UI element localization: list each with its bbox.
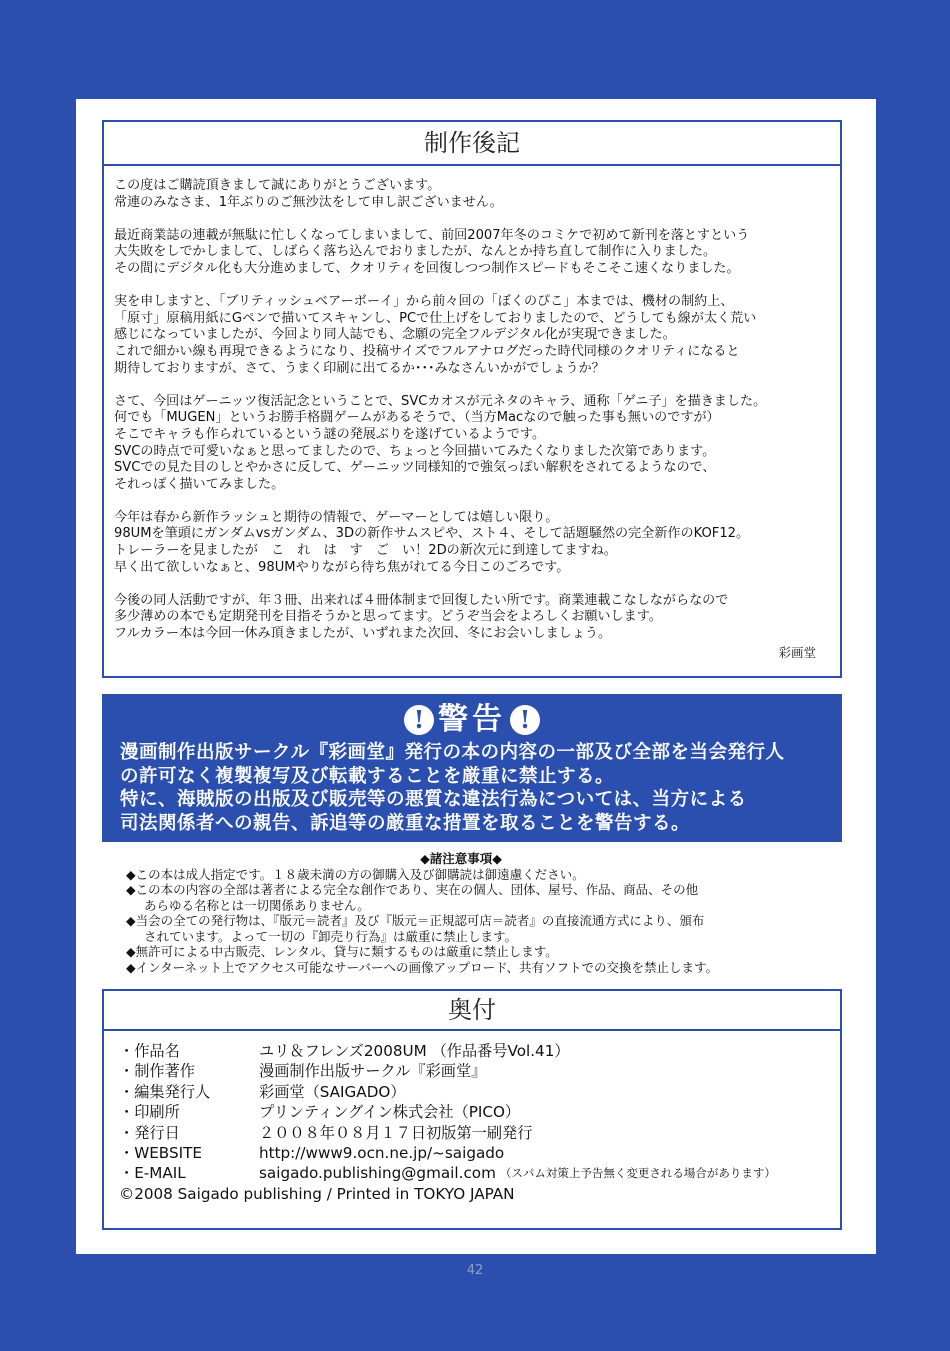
exclamation-icon: !: [404, 705, 434, 735]
afterword-line: SVCの時点で可愛いなぁと思ってましたので、ちょっと今回描いてみたくなりました次第であります。: [114, 443, 716, 459]
colophon-value: プリンティングイン株式会社（PICO）: [259, 1103, 521, 1122]
colophon-value: 漫画制作出版サークル『彩画堂』: [259, 1062, 487, 1081]
afterword-line: 「原寸」原稿用紙にGペンで描いてスキャンし、PCで仕上げをしておりましたので、どうしても線が太く荒い: [114, 310, 757, 326]
afterword-line: 期待しておりますが、さて、うまく印刷に出てるか･･･みなさんいかがでしょうか？: [114, 360, 605, 376]
colophon-key: ・発行日: [119, 1123, 180, 1142]
afterword-line: それっぽく描いてみました。: [114, 476, 285, 492]
notes-title: ◆諸注意事項◆: [420, 851, 502, 866]
copyright-line: ©2008 Saigado publishing / Printed in TOKYO JAPAN: [119, 1184, 515, 1203]
colophon-key: ・WEBSITE: [119, 1144, 202, 1163]
colophon-value: 彩画堂（SAIGADO）: [259, 1082, 406, 1101]
warning-title: 警告: [438, 702, 506, 737]
warning-line: の許可なく複製複写及び転載することを厳重に禁止する。: [120, 765, 615, 787]
colophon-row: [119, 1163, 840, 1183]
afterword-line: 多少薄めの本でも定期発刊を目指そうかと思ってます。どうぞ当会をよろしくお願いします。: [114, 609, 662, 625]
note-line: ◆この本の内容の全部は著者による完全な創作であり、実在の個人、団体、屋号、作品、商品、その他: [126, 882, 699, 897]
warning-line: 漫画制作出版サークル『彩画堂』発行の本の内容の一部及び全部を当会発行人: [120, 742, 785, 763]
afterword-paragraph: [114, 228, 832, 278]
colophon-row: [119, 1041, 840, 1061]
page: [76, 99, 876, 1254]
note-line: ◆インターネット上でアクセス可能なサーバーへの画像アップロード、共有ソフトでの交換を禁止します。: [126, 959, 718, 975]
afterword-line: 最近商業誌の連載が無駄に忙しくなってしまいまして、前回2007年冬のコミケで初めて新刊を落とすという: [114, 227, 750, 243]
colophon-row: [119, 1082, 840, 1102]
notes-section: [126, 851, 846, 975]
colophon-key: ・印刷所: [119, 1103, 180, 1122]
afterword-line: 常連のみなさま、1年ぶりのご無沙汰をして申し訳ございません。: [114, 194, 503, 210]
afterword-paragraph: [114, 510, 832, 576]
afterword-line: その間にデジタル化も大分進めまして、クオリティを回復しつつ制作スピードもそこそこ速くなりました。: [114, 260, 740, 276]
afterword-line: 早く出て欲しいなぁと、98UMやりながら待ち焦がれてる今日このごろです。: [114, 559, 570, 575]
note-line: ◆無許可による中古販売、レンタル、貸与に類するものは厳重に禁止します。: [126, 944, 558, 959]
afterword-line: 98UMを筆頭にガンダムvsガンダム、3Dの新作サムスピや、スト４、そして話題騒然の完全新作のKOF12。: [114, 526, 750, 542]
afterword-signature: 彩画堂: [778, 644, 816, 660]
afterword-line: さて、今回はゲーニッツ復活記念ということで、SVCカオスが元ネタのキャラ、通称「ゲニ子」を描きました。: [114, 393, 767, 409]
colophon-value: ユリ＆フレンズ2008UM （作品番号Vol.41）: [259, 1042, 570, 1060]
colophon-row: [119, 1123, 840, 1143]
warning-line: 司法関係者への親告、訴追等の厳重な措置を取ることを警告する。: [120, 812, 691, 834]
warning-body: [120, 741, 840, 835]
warning-panel: [102, 694, 842, 842]
colophon-value: ２００８年０８月１７日初版第一刷発行: [259, 1123, 533, 1142]
afterword-line: 実を申しますと、「ブリティッシュベアーボーイ」から前々回の「ぼくのぴこ」本までは、機材の制約上、: [114, 294, 734, 310]
afterword-line: 感じになっていましたが、今回より同人誌でも、念願の完全フルデジタル化が実現できました。: [114, 327, 676, 343]
note-line: ◆当会の全ての発行物は、『版元＝読者』及び『版元＝正規認可店＝読者』の直接流通方式により、頒布: [126, 913, 705, 928]
warning-line: 特に、海賊版の出版及び販売等の悪質な違法行為については、当方による: [120, 789, 747, 810]
afterword-line: そこでキャラも作られているという謎の発展ぶりを遂げているようです。: [114, 426, 546, 442]
colophon-section: [102, 989, 842, 1230]
afterword-line: これで細かい線も再現できるようになり、投稿サイズでフルアナログだった時代同様のクオリティになると: [114, 343, 740, 359]
note-line: あらゆる名称とは一切関係ありません。: [144, 897, 370, 913]
colophon-key: ・E-MAIL: [119, 1164, 186, 1183]
colophon-note: （スパム対策上予告無く変更される場合があります）: [499, 1166, 776, 1181]
note-line: されています。よって一切の『卸売り行為』は厳重に禁止します。: [144, 928, 518, 944]
afterword-body: [104, 166, 840, 643]
afterword-paragraph: [114, 294, 832, 377]
note-line: ◆この本は成人指定です。１８歳未満の方の御購入及び御購読は御遠慮ください。: [126, 866, 585, 882]
afterword-paragraph: [114, 593, 832, 643]
colophon-body: [104, 1031, 840, 1204]
colophon-value: http://www9.ocn.ne.jp/~saigado: [259, 1144, 505, 1163]
afterword-line: この度はご購読頂きまして誠にありがとうございます。: [114, 178, 441, 193]
colophon-value: saigado.publishing@gmail.com: [259, 1164, 496, 1183]
warning-header: [102, 700, 842, 739]
colophon-key: ・制作著作: [119, 1062, 195, 1081]
colophon-key: ・作品名: [119, 1042, 180, 1060]
afterword-line: フルカラー本は今回一休み頂きましたが、いずれまた次回、冬にお会いしましょう。: [114, 626, 612, 642]
exclamation-icon: !: [510, 705, 540, 735]
page-number: 42: [466, 1263, 484, 1278]
colophon-key: ・編集発行人: [119, 1082, 211, 1101]
afterword-line: SVCでの見た目のしとやかさに反して、ゲーニッツ同様知的で強気っぽい解釈をされてるようなので、: [114, 460, 716, 476]
colophon-title: 奥付: [104, 991, 840, 1031]
colophon-row: [119, 1143, 840, 1163]
afterword-section: [102, 120, 842, 678]
colophon-row: [119, 1102, 840, 1122]
afterword-line: 大失敗をしでかしまして、しばらく落ち込んでおりましたが、なんとか持ち直して制作に入りました。: [114, 244, 717, 260]
afterword-paragraph: [114, 394, 832, 494]
afterword-line: 今年は春から新作ラッシュと期待の情報で、ゲーマーとしては嬉しい限り。: [114, 509, 559, 525]
afterword-paragraph: [114, 178, 832, 211]
afterword-title: 制作後記: [104, 122, 840, 166]
afterword-line: 今後の同人活動ですが、年３冊、出来れば４冊体制まで回復したい所です。商業連載こなしながらなので: [114, 592, 729, 608]
colophon-row: [119, 1061, 840, 1081]
afterword-line: 何でも「MUGEN」というお勝手格闘ゲームがあるそうで、（当方Macなので触った事も無いのですが）: [114, 410, 720, 426]
afterword-line: トレーラーを見ましたが こ れ は す ご い！2Dの新次元に到達してますね。: [114, 543, 617, 559]
